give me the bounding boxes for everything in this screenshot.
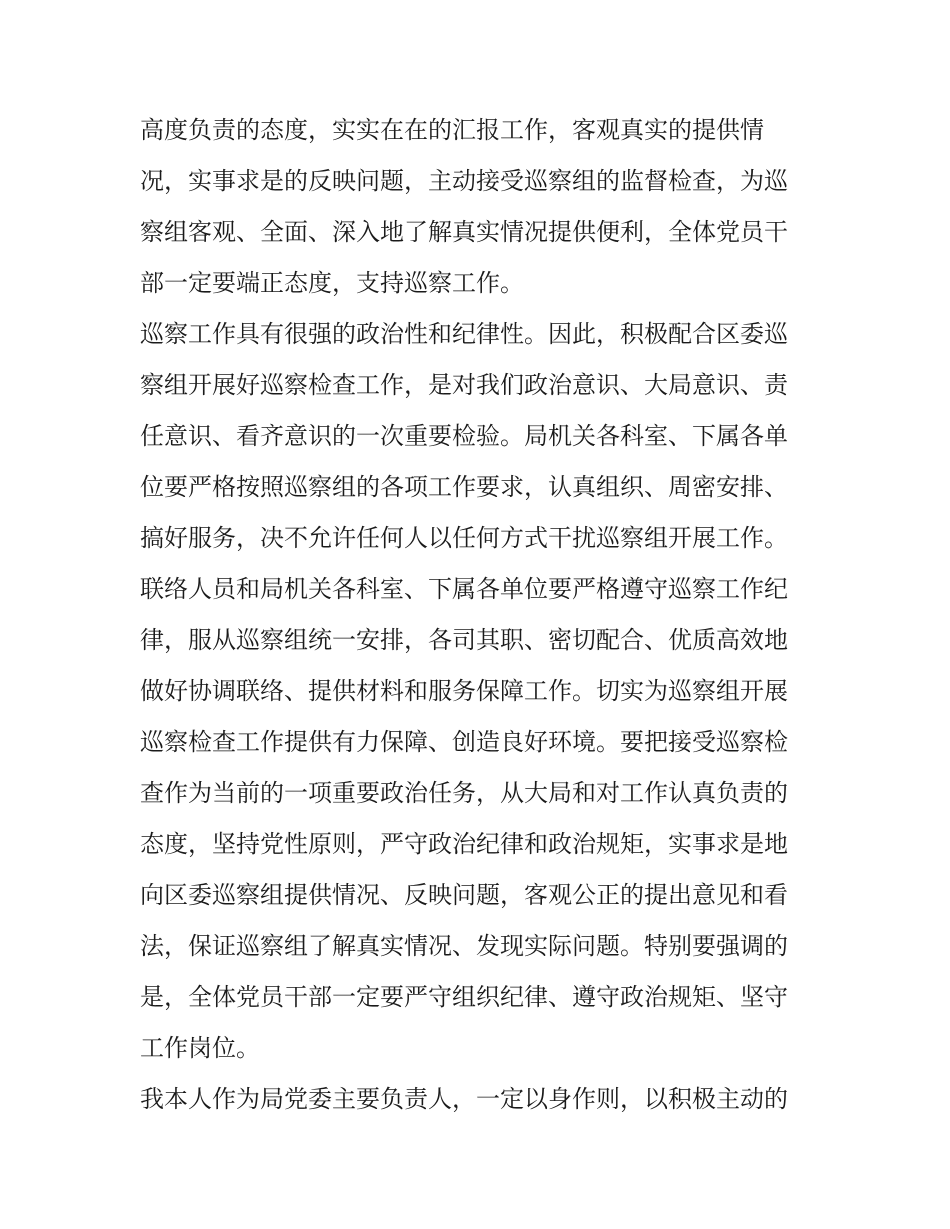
text-line: 法，保证巡察组了解真实情况、发现实际问题。特别要强调的 <box>140 932 788 960</box>
text-line: 向区委巡察组提供情况、反映问题，客观公正的提出意见和看 <box>140 881 788 909</box>
text-line: 联络人员和局机关各科室、下属各单位要严格遵守巡察工作纪 <box>140 575 788 603</box>
text-line: 高度负责的态度，实实在在的汇报工作，客观真实的提供情 <box>140 116 764 144</box>
text-line: 位要严格按照巡察组的各项工作要求，认真组织、周密安排、 <box>140 473 788 501</box>
text-line: 我本人作为局党委主要负责人，一定以身作则，以积极主动的 <box>140 1085 788 1113</box>
text-line: 察组开展好巡察检查工作，是对我们政治意识、大局意识、责 <box>140 371 788 399</box>
document-body <box>140 105 812 1125</box>
text-line: 察组客观、全面、深入地了解真实情况提供便利，全体党员干 <box>140 218 788 246</box>
text-line: 巡察检查工作提供有力保障、创造良好环境。要把接受巡察检 <box>140 728 788 756</box>
text-line: 律，服从巡察组统一安排，各司其职、密切配合、优质高效地 <box>140 626 788 654</box>
text-line: 工作岗位。 <box>140 1034 260 1062</box>
text-line: 是，全体党员干部一定要严守组织纪律、遵守政治规矩、坚守 <box>140 983 788 1011</box>
text-line: 搞好服务，决不允许任何人以任何方式干扰巡察组开展工作。 <box>140 524 788 552</box>
text-line: 巡察工作具有很强的政治性和纪律性。因此，积极配合区委巡 <box>140 320 788 348</box>
text-line: 任意识、看齐意识的一次重要检验。局机关各科室、下属各单 <box>140 422 788 450</box>
paragraph-4 <box>140 1074 812 1125</box>
text-line: 况，实事求是的反映问题，主动接受巡察组的监督检查，为巡 <box>140 167 788 195</box>
paragraph-3 <box>140 564 812 1074</box>
paragraph-1 <box>140 105 812 309</box>
text-line: 部一定要端正态度，支持巡察工作。 <box>140 269 524 297</box>
text-line: 查作为当前的一项重要政治任务，从大局和对工作认真负责的 <box>140 779 788 807</box>
text-line: 态度，坚持党性原则，严守政治纪律和政治规矩，实事求是地 <box>140 830 788 858</box>
paragraph-2 <box>140 309 812 564</box>
text-line: 做好协调联络、提供材料和服务保障工作。切实为巡察组开展 <box>140 677 788 705</box>
